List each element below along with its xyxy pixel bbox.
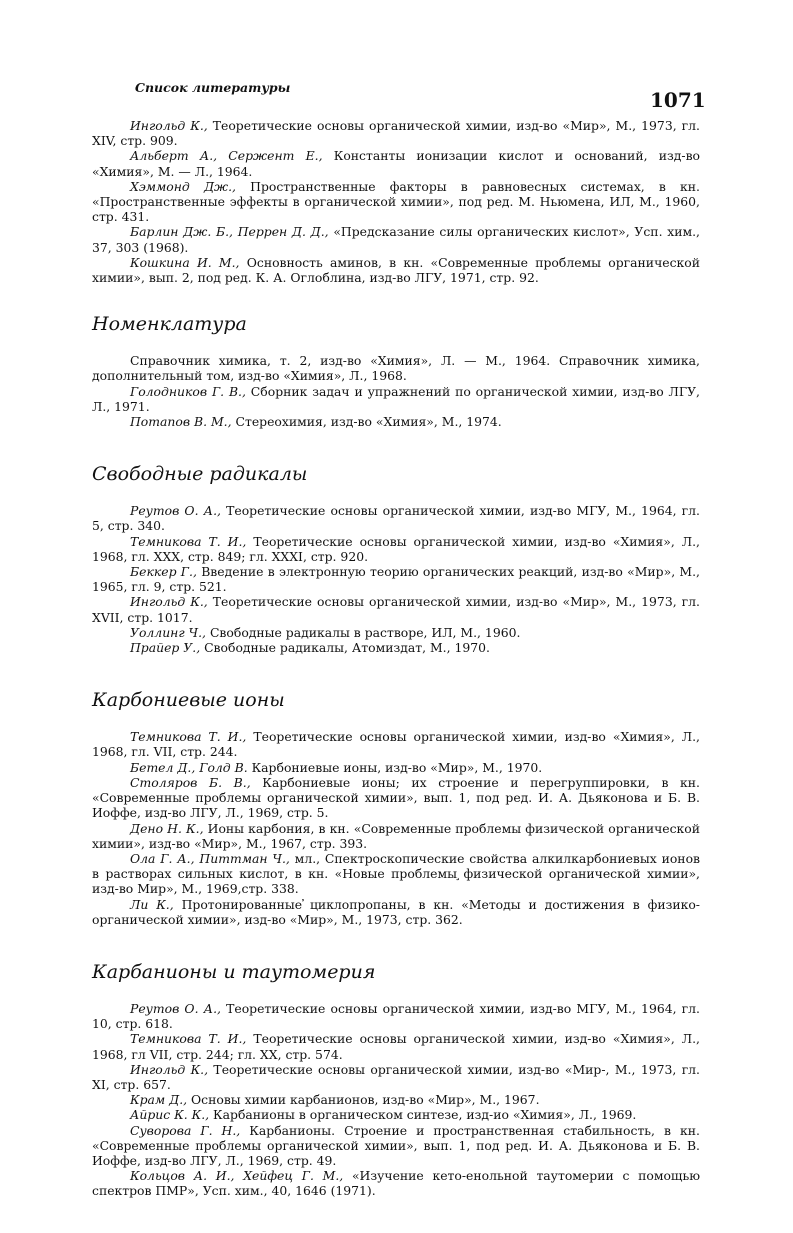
reference-text: Протонированные ̓циклопропаны, в кн. «Методы и достижения в физико-органической химии», изд-во «Мир», М., 1973, стр. 362. [92, 896, 700, 927]
reference-text: Карбониевые ионы; их строение и перегруппировки, в кн. «Современные проблемы органической химии», вып. 1, под ред. И. А. Дьяконова и Б. В. Иоффе, изд-во ЛГУ, Л., 1969, стр. 5. [92, 774, 700, 821]
reference-authors: Ингольд К., [130, 1061, 209, 1077]
reference-authors: Альберт А., Сержент Е., [130, 148, 323, 164]
reference-entry [92, 851, 700, 897]
reference-authors: Кошкина И. М., [130, 254, 240, 270]
reference-list [92, 118, 700, 285]
reference-list [92, 503, 700, 655]
reference-authors: Реутов О. А., [130, 1000, 221, 1016]
section-title: Свободные радикалы [92, 463, 308, 486]
reference-authors: Кольцов А. И., Хейфец Г. М., [130, 1168, 344, 1184]
reference-text: Теоретические основы органической химии, изд-во «Мир», М., 1973, гл. XIV, стр. 909. [92, 118, 700, 149]
reference-text: Теоретические основы органической химии, изд-во «Химия», Л., 1968, гл. XXX, стр. 849; гл. XXXI, стр. 920. [92, 533, 700, 564]
reference-list [92, 729, 700, 927]
reference-authors: Уоллинг Ч., [130, 624, 206, 640]
reference-entry [92, 775, 700, 821]
reference-authors: Беккер Г., [130, 564, 197, 580]
reference-authors: Темникова Т. И., [130, 533, 247, 549]
reference-authors: Ингольд К., [130, 594, 208, 610]
bibliography-section [92, 118, 700, 285]
reference-text: Справочник химика, т. 2, изд-во «Химия», Л. — М., 1964. Справочник химика, дополнительный том, изд-во «Химия», Л., 1968. [92, 353, 700, 384]
reference-entry [92, 148, 700, 178]
reference-entry [92, 1123, 700, 1169]
reference-text: Основность аминов, в кн. «Современные проблемы органической химии», вып. 2, под ред. К. А. Оглоблина, изд-во ЛГУ, 1971, стр. 92. [92, 254, 700, 286]
reference-entry [92, 224, 700, 254]
reference-entry [92, 384, 700, 414]
reference-text: «Предсказание силы органических кислот», Усп. хим., 37, 303 (1968). [92, 224, 700, 255]
reference-authors: Ола Г. А., Питтман Ч., [130, 850, 290, 866]
reference-entry [92, 414, 700, 429]
reference-entry [92, 625, 700, 640]
reference-authors: Реутов О. А., [130, 503, 221, 519]
reference-list [92, 1001, 700, 1199]
reference-entry [92, 640, 700, 655]
section-title: Номенклатура [92, 313, 247, 336]
reference-entry [92, 1168, 700, 1198]
section-title: Карбониевые ионы [92, 689, 285, 712]
reference-text: Пространственные факторы в равновесных системах, в кн. «Пространственные эффекты в органической химии», под ред. М. Ньюмена, ИЛ, М., 1960, стр. 431. [92, 178, 700, 225]
bibliography-section [92, 689, 700, 927]
reference-text: «Изучение кето-енольной таутомерии с помощью спектров ПМР», Усп. хим., 40, 1646 (1971). [92, 1168, 700, 1199]
reference-authors: Суворова Г. Н., [130, 1122, 241, 1138]
reference-entry [92, 821, 700, 851]
running-title: Список литературы [135, 80, 291, 95]
bibliography-section [92, 961, 700, 1199]
reference-entry [92, 594, 700, 624]
reference-entry [92, 1062, 700, 1092]
reference-text: Основы химии карбанионов, изд-во «Мир», М., 1967. [187, 1092, 540, 1108]
reference-text: Теоретические основы органической химии, изд-во «Химия», Л., 1968, гл VII, стр. 244; гл. XX, стр. 574. [92, 1031, 700, 1062]
reference-authors: Темникова Т. И., [130, 729, 247, 745]
bibliography [92, 118, 700, 1233]
reference-authors: Голодников Г. В., [130, 383, 246, 399]
reference-entry [92, 353, 700, 383]
reference-authors: Потапов В. М., [130, 414, 232, 430]
reference-text: Ионы карбония, в кн. «Современные проблемы физической органической химии», изд-во «Мир», М., 1967, стр. 393. [92, 820, 701, 851]
reference-authors: Барлин Дж. Б., Перрен Д. Д., [130, 224, 329, 240]
reference-authors: Темникова Т. И., [130, 1031, 247, 1047]
reference-text: Теоретические основы органической химии, изд-во МГУ, М., 1964, гл. 10, стр. 618. [92, 1000, 700, 1032]
reference-entry [92, 729, 700, 759]
reference-entry [92, 760, 700, 775]
reference-text: Введение в электронную теорию органических реакций, изд-во «Мир», М., 1965, гл. 9, стр. 521. [92, 564, 700, 595]
reference-authors: Ингольд К., [130, 118, 208, 133]
reference-entry [92, 1092, 700, 1107]
reference-text: Свободные радикалы, Атомиздат, М., 1970. [200, 640, 490, 656]
reference-text: Стереохимия, изд-во «Химия», М., 1974. [231, 414, 502, 430]
reference-entry [92, 503, 700, 533]
reference-authors: Прайер У., [130, 640, 201, 656]
reference-authors: Ли К., [130, 896, 174, 912]
reference-list [92, 353, 700, 429]
reference-entry [92, 179, 700, 225]
reference-text: Сборник задач и упражнений по органической химии, изд-во ЛГУ, Л., 1971. [92, 383, 700, 414]
reference-entry [92, 1001, 700, 1031]
reference-entry [92, 1107, 700, 1122]
reference-text: Свободные радикалы в растворе, ИЛ, М., 1960. [206, 624, 521, 640]
reference-text: Теоретические основы органической химии, изд-во «Мир-, М., 1973, гл. XI, стр. 657. [92, 1061, 700, 1092]
reference-text: Карбониевые ионы, изд-во «Мир», М., 1970. [247, 759, 543, 775]
reference-text: Теоретические основы органической химии, изд-во «Химия», Л., 1968, гл. VII, стр. 244. [92, 729, 700, 760]
reference-entry [92, 897, 700, 927]
reference-authors: Столяров Б. В., [130, 774, 251, 790]
reference-text: Теоретические основы органической химии, изд-во «Мир», М., 1973, гл. XVII, стр. 1017. [92, 594, 700, 625]
reference-text: Константы ионизации кислот и оснований, изд-во «Химия», М. — Л., 1964. [92, 148, 701, 179]
reference-text: Карбанионы. Строение и пространственная стабильность, в кн. «Современные проблемы органической химии», вып. 1, под ред. И. А. Дьяконова и Б. В. Иоффе, изд-во ЛГУ, Л., 1969, стр. 49. [92, 1122, 700, 1168]
reference-authors: Бетел Д., Голд В. [130, 759, 248, 775]
reference-authors: Айрис К. К., [130, 1107, 210, 1123]
reference-entry [92, 534, 700, 564]
page-number: 1071 [650, 88, 706, 112]
reference-entry [92, 564, 700, 594]
reference-text: Теоретические основы органической химии, изд-во МГУ, М., 1964, гл. 5, стр. 340. [92, 503, 700, 534]
reference-entry [92, 1031, 700, 1061]
reference-authors: Хэммонд Дж., [130, 178, 236, 194]
reference-authors: Крам Д., [130, 1092, 188, 1108]
bibliography-section [92, 463, 700, 655]
reference-entry [92, 118, 700, 148]
reference-text: Карбанионы в органическом синтезе, изд-ио «Химия», Л., 1969. [209, 1107, 637, 1123]
reference-text: мл., Спектроскопические свойства алкилкарбониевых ионов в растворах сильных кислот, в кн. «Новые проблемы ̧физической органической химии», изд-во Мир», М., 1969,стр. 338. [92, 850, 701, 897]
reference-entry [92, 255, 700, 285]
section-title: Карбанионы и таутомерия [92, 960, 376, 983]
reference-authors: Дено Н. К., [130, 820, 204, 836]
bibliography-section [92, 313, 700, 429]
